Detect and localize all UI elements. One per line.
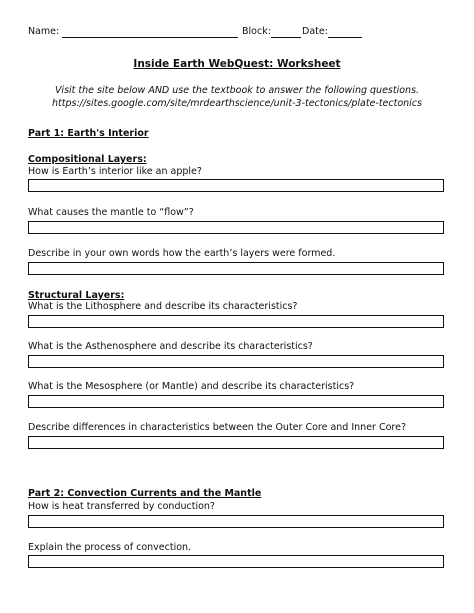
structural-heading: Structural Layers:: [28, 290, 125, 301]
question-asthenosphere: What is the Asthenosphere and describe its characteristics?: [28, 341, 313, 352]
date-label: Date:: [302, 26, 328, 37]
name-row: [28, 26, 238, 38]
question-apple: How is Earth’s interior like an apple?: [28, 166, 202, 177]
compositional-heading: Compositional Layers:: [28, 154, 147, 165]
answer-box-layers-formed[interactable]: [28, 262, 444, 275]
block-blank[interactable]: [271, 27, 301, 38]
answer-box-core-differences[interactable]: [28, 436, 444, 449]
question-core-differences: Describe differences in characteristics between the Outer Core and Inner Core?: [28, 422, 406, 433]
answer-box-mesosphere[interactable]: [28, 395, 444, 408]
block-label: Block:: [242, 26, 271, 37]
instructions-line: Visit the site below AND use the textbook to answer the following questions.: [54, 85, 420, 96]
name-label: Name:: [28, 26, 60, 37]
question-lithosphere: What is the Lithosphere and describe its characteristics?: [28, 301, 298, 312]
date-blank[interactable]: [328, 27, 362, 38]
question-mesosphere: What is the Mesosphere (or Mantle) and describe its characteristics?: [28, 381, 355, 392]
answer-box-conduction[interactable]: [28, 515, 444, 528]
question-layers-formed: Describe in your own words how the earth’s layers were formed.: [28, 248, 336, 259]
part2-heading: Part 2: Convection Currents and the Mantle: [28, 488, 262, 499]
answer-box-asthenosphere[interactable]: [28, 355, 444, 368]
name-blank[interactable]: [62, 27, 238, 38]
answer-box-mantle-flow[interactable]: [28, 221, 444, 234]
instructions-url[interactable]: https://sites.google.com/site/mrdearthscience/unit-3-tectonics/plate-tectonics: [52, 98, 422, 109]
worksheet-title: Inside Earth WebQuest: Worksheet: [133, 58, 341, 70]
answer-box-convection[interactable]: [28, 555, 444, 568]
question-mantle-flow: What causes the mantle to “flow”?: [28, 207, 194, 218]
answer-box-apple[interactable]: [28, 179, 444, 192]
question-conduction: How is heat transferred by conduction?: [28, 501, 215, 512]
answer-box-lithosphere[interactable]: [28, 315, 444, 328]
date-row: [302, 26, 362, 38]
question-convection: Explain the process of convection.: [28, 542, 192, 553]
part1-heading: Part 1: Earth's Interior: [28, 128, 149, 139]
block-row: [242, 26, 301, 38]
